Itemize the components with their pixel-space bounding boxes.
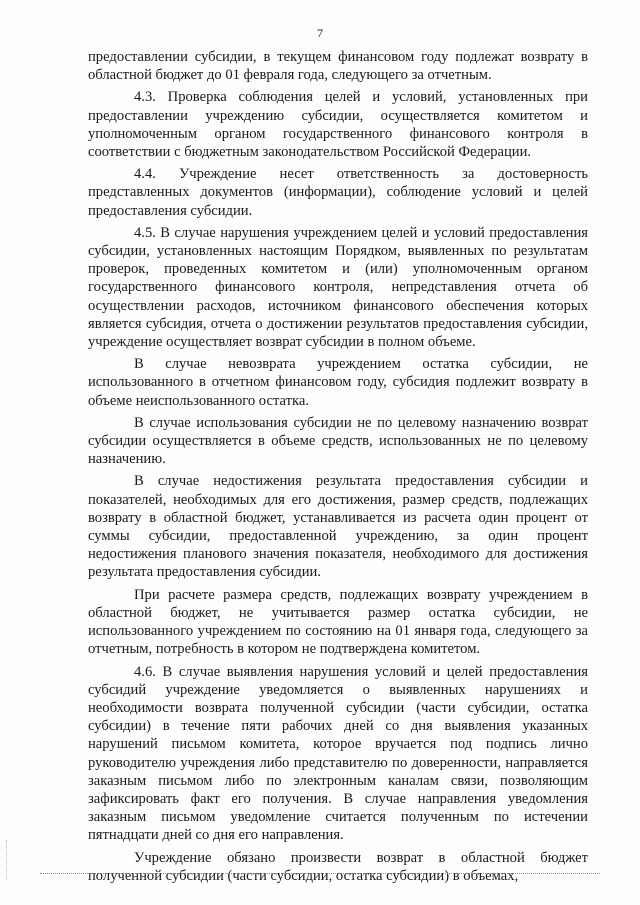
paragraph: 4.4. Учреждение несет ответственность за достоверность представленных документов (информации), соблюдение условий и целей предоставления субсидии. xyxy=(88,166,588,219)
paragraph: 4.5. В случае нарушения учреждением целей и условий предоставления субсидии, установленных настоящим Порядком, выявленных по результатам проверок, проведенных комитетом и (или) уполномоченным органом государственного финансового контроля, непредставления отчета об осуществлении расходов, источником финансового обеспечения которых является субсидия, отчета о достижении результатов предоставления субсидии, учреждение осуществляет возврат субсидии в полном объеме. xyxy=(88,224,588,351)
scan-margin-mark xyxy=(6,840,8,880)
paragraph: 4.3. Проверка соблюдения целей и условий, установленных при предоставлении учреждению субсидии, осуществляется комитетом и уполномоченным органом государственного финансового контроля в соответствии с бюджетным законодательством Российской Федерации. xyxy=(88,89,588,161)
document-body xyxy=(88,48,588,889)
footer-divider xyxy=(40,873,600,874)
paragraph: В случае использования субсидии не по целевому назначению возврат субсидии осуществляется в объеме средств, использованных не по целевому назначению. xyxy=(88,414,588,468)
paragraph: При расчете размера средств, подлежащих возврату учреждением в областной бюджет, не учитывается размер остатка субсидии, не использованного учреждением по состоянию на 01 января года, следующего за отчетным, потребность в котором не подтверждена комитетом. xyxy=(88,586,588,658)
paragraph: В случае недостижения результата предоставления субсидии и показателей, необходимых для его достижения, размер средств, подлежащих возврату в областной бюджет, устанавливается из расчета один процент от суммы субсидии, предоставленной учреждению, за один процент недостижения планового значения показателя, необходимого для достижения результата предоставления субсидии. xyxy=(88,473,588,581)
page-number: 7 xyxy=(317,26,323,40)
paragraph: Учреждение обязано произвести возврат в областной бюджет полученной субсидии (части субсидии, остатка субсидии) в объемах, xyxy=(88,849,588,884)
paragraph: 4.6. В случае выявления нарушения условий и целей предоставления субсидий учреждение уведомляется о выявленных нарушениях и необходимости возврата полученной субсидии (части субсидии, остатка субсидии) в течение пяти рабочих дней со дня выявления указанных нарушений письмом комитета, которое вручается под подпись лично руководителю учреждения либо представителю по доверенности, направляется заказным письмом либо по электронным каналам связи, позволяющим зафиксировать факт его получения. В случае направления уведомления заказным письмом уведомление считается полученным по истечении пятнадцати дней со дня его направления. xyxy=(88,663,588,844)
paragraph: предоставлении субсидии, в текущем финансовом году подлежат возврату в областной бюджет до 01 февраля года, следующего за отчетным. xyxy=(88,49,588,84)
paragraph: В случае невозврата учреждением остатка субсидии, не использованного в отчетном финансовом году, субсидия подлежит возврату в объеме неиспользованного остатка. xyxy=(88,356,588,409)
